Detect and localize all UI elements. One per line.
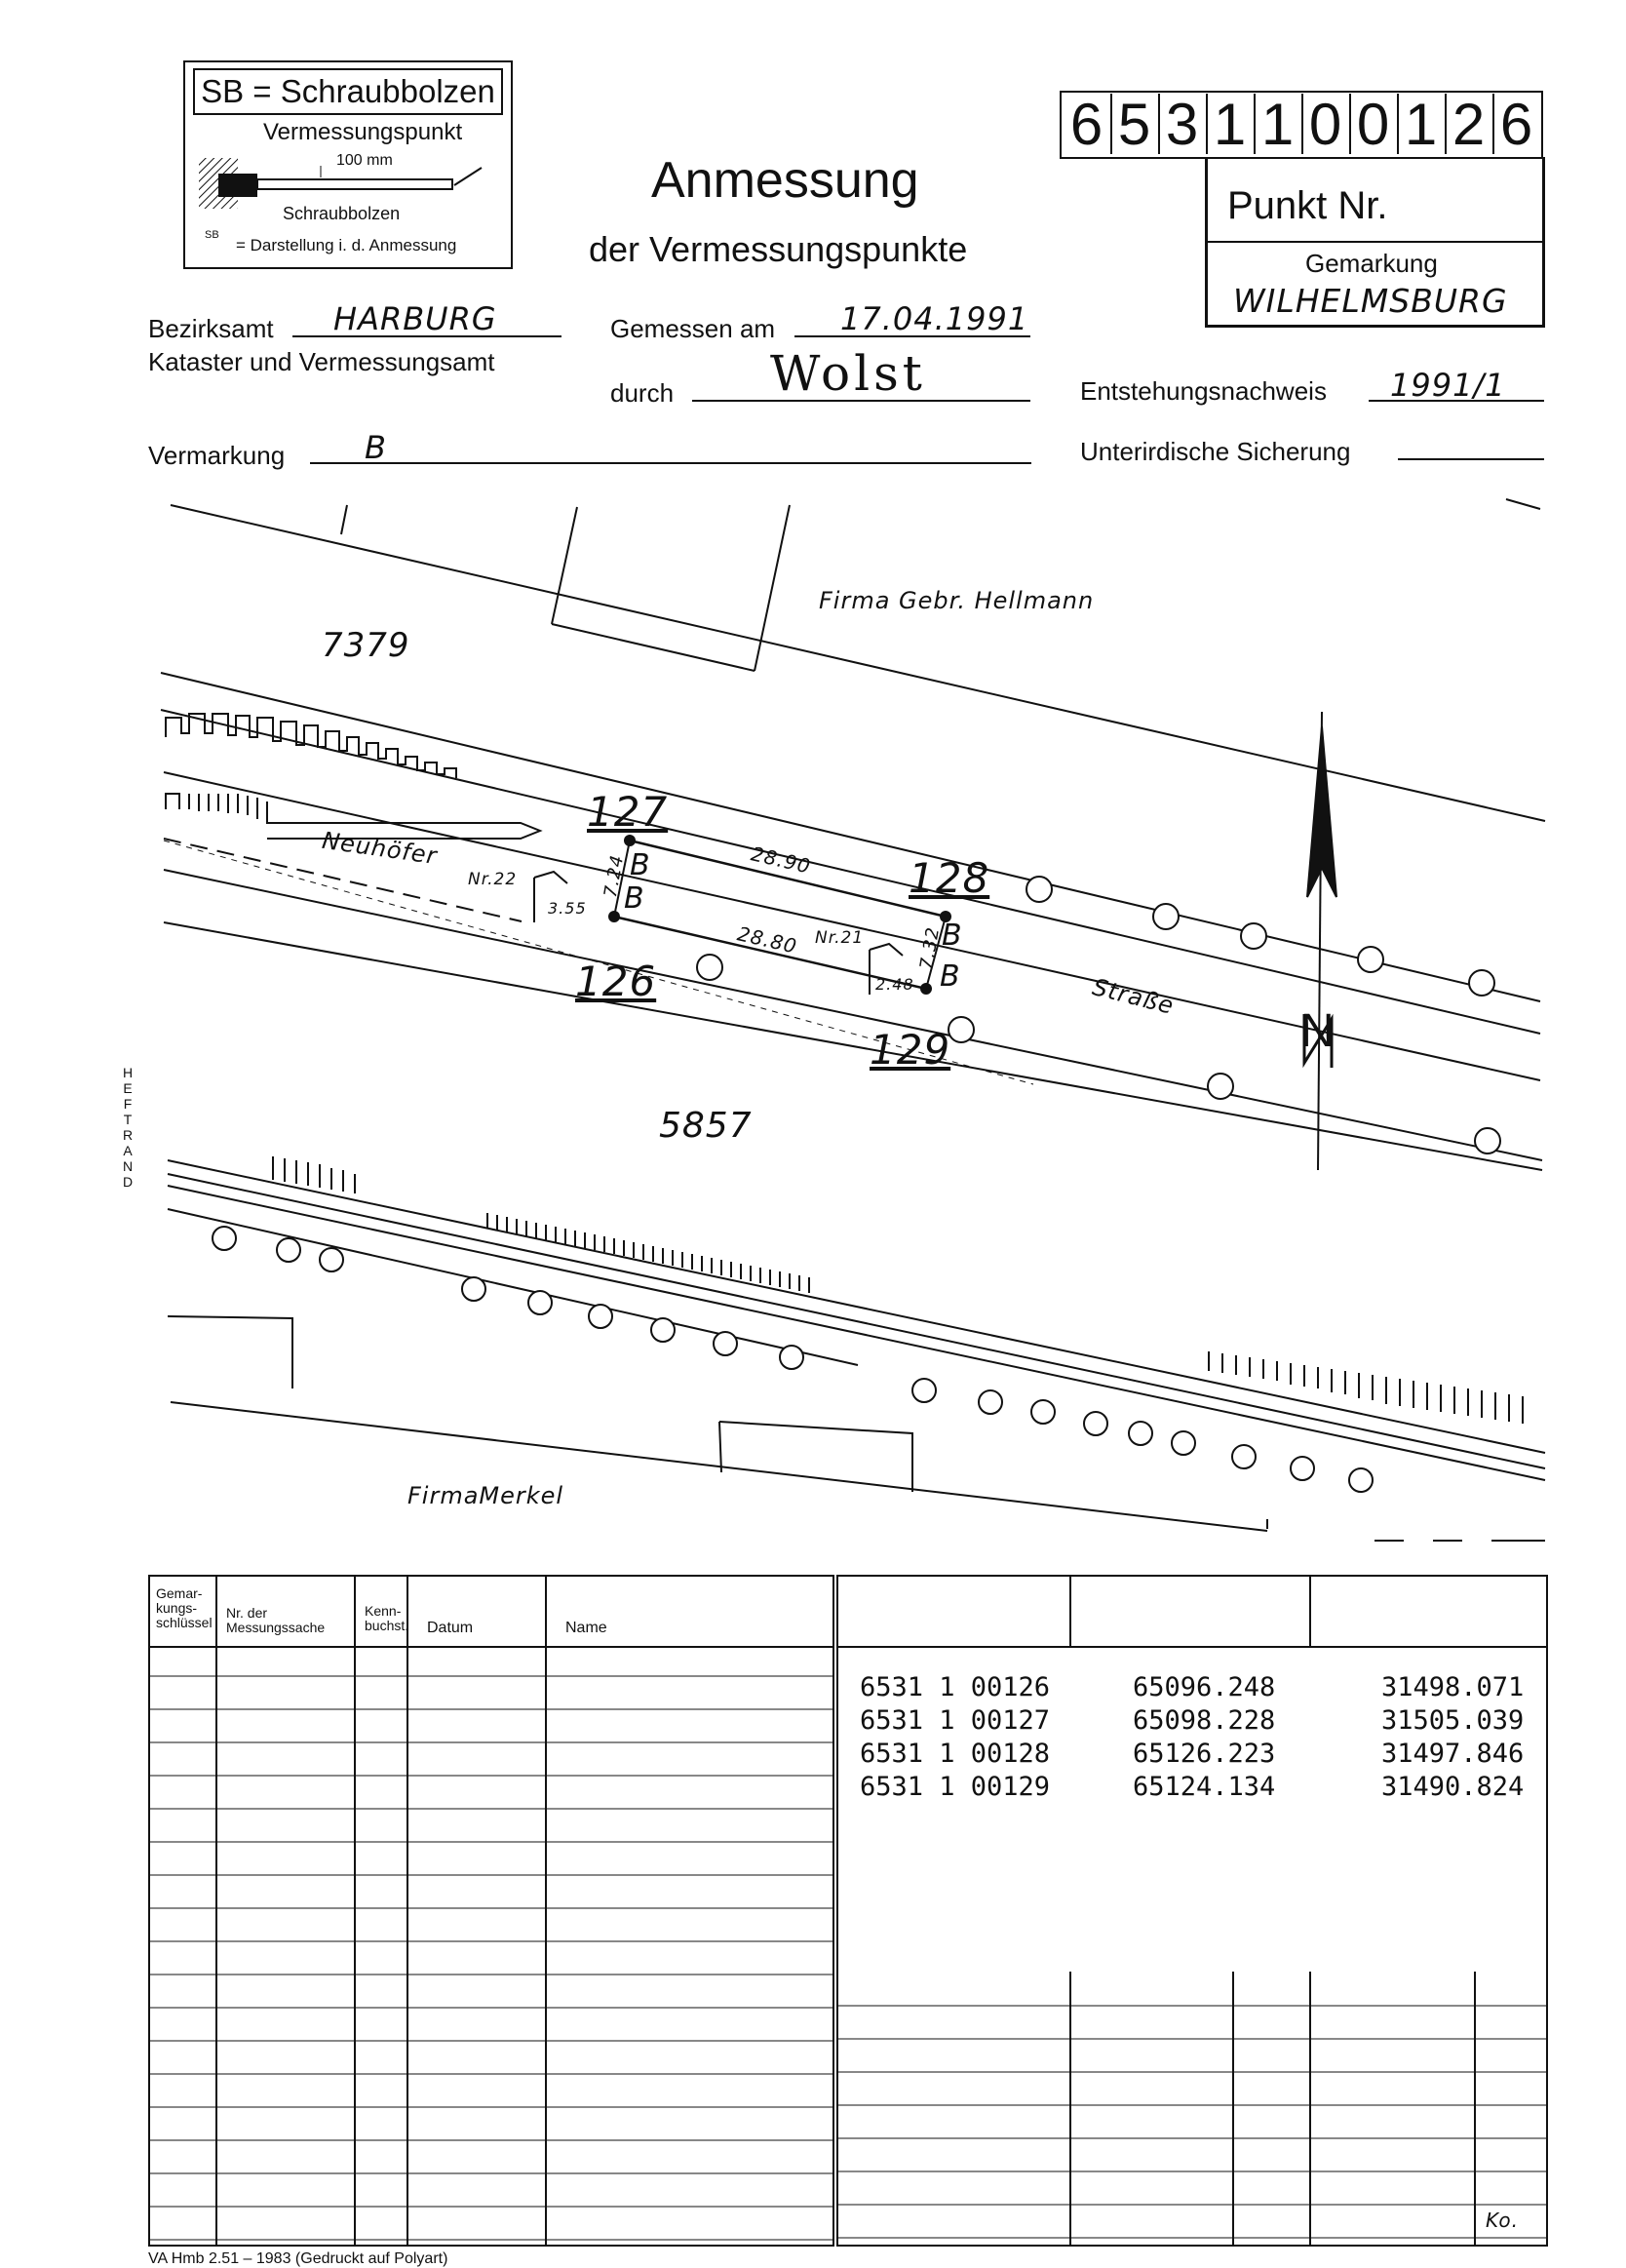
point-number-digit: 5 xyxy=(1110,94,1160,154)
gemarkung-value: WILHELMSBURG xyxy=(1233,282,1508,320)
point-129-label: 129 xyxy=(870,1026,951,1074)
coordinate-row xyxy=(860,1672,1523,1703)
coordinate-id: 6531 1 00126 xyxy=(860,1672,1051,1702)
legend-bolt-label: Schraubbolzen xyxy=(283,204,401,223)
durch-signature: Wolst xyxy=(770,345,926,402)
mark-b-126: B xyxy=(624,881,645,916)
mark-b-127: B xyxy=(630,848,651,882)
punkt-nr-label: Punkt Nr. xyxy=(1227,184,1388,227)
survey-map xyxy=(0,488,1626,1550)
coordinate-row xyxy=(860,1772,1523,1803)
point-127-label: 127 xyxy=(587,788,669,836)
firma-hellmann: Firma Gebr. Hellmann xyxy=(819,587,1095,614)
legend-darstellung: = Darstellung i. d. Anmessung xyxy=(236,236,457,254)
point-number-digit: 6 xyxy=(1063,94,1112,154)
point-126-marker xyxy=(608,911,620,922)
initials: Ko. xyxy=(1486,2209,1519,2232)
header-name: Name xyxy=(565,1620,607,1636)
gemessen-value: 17.04.1991 xyxy=(840,300,1029,337)
coordinate-x: 65126.223 xyxy=(1133,1739,1276,1769)
legend-sb-symbol: SB xyxy=(205,229,219,241)
entstehung-value: 1991/1 xyxy=(1390,367,1506,404)
coordinate-id: 6531 1 00129 xyxy=(860,1772,1051,1802)
coordinate-y: 31490.824 xyxy=(1381,1772,1525,1802)
coordinates-table xyxy=(836,1575,1548,2247)
point-number-digit: 2 xyxy=(1445,94,1494,154)
header-nr-messung: Nr. der Messungssache xyxy=(226,1605,326,1635)
page-title: Anmessung xyxy=(651,152,919,209)
header-kennbuchst: Kenn-buchst. xyxy=(365,1603,409,1633)
point-number-digit: 3 xyxy=(1158,94,1208,154)
coordinate-id: 6531 1 00128 xyxy=(860,1739,1051,1769)
heftrand-label: HEFTRAND xyxy=(122,1065,134,1190)
coordinate-x: 65096.248 xyxy=(1133,1672,1276,1702)
point-number-digit: 6 xyxy=(1499,92,1533,157)
coordinate-id: 6531 1 00127 xyxy=(860,1705,1051,1736)
header-datum: Datum xyxy=(427,1620,474,1636)
header-gemarkung: Gemar-kungs-schlüssel xyxy=(156,1585,213,1630)
mark-b-129: B xyxy=(940,959,961,994)
vermarkung-value: B xyxy=(365,429,387,466)
distance-top: 28.90 xyxy=(749,841,814,879)
coordinate-row xyxy=(860,1739,1523,1770)
parcel-5857: 5857 xyxy=(659,1106,753,1146)
legend-subtitle: Vermessungspunkt xyxy=(263,119,463,145)
gemessen-label: Gemessen am xyxy=(610,314,776,343)
point-number-digit: 0 xyxy=(1349,94,1399,154)
coordinate-row xyxy=(860,1705,1523,1737)
entstehung-label: Entstehungsnachweis xyxy=(1080,376,1327,406)
coordinate-y: 31497.846 xyxy=(1381,1739,1525,1769)
parcel-7379: 7379 xyxy=(322,626,410,665)
point-127-marker xyxy=(624,835,636,846)
footer: VA Hmb 2.51 – 1983 (Gedruckt auf Polyart) xyxy=(148,2250,448,2267)
coordinate-y: 31505.039 xyxy=(1381,1705,1525,1736)
firma-merkel: FirmaMerkel xyxy=(407,1482,564,1509)
page-subtitle: der Vermessungspunkte xyxy=(589,229,968,269)
offset-left: 3.55 xyxy=(548,899,587,918)
gemarkung-box xyxy=(1205,157,1545,328)
point-126-label: 126 xyxy=(575,958,657,1005)
distance-left: 7.24 xyxy=(600,852,629,900)
reference-nr22: Nr.22 xyxy=(468,870,518,889)
point-number-digit: 1 xyxy=(1206,94,1256,154)
unterirdisch-label: Unterirdische Sicherung xyxy=(1080,437,1351,466)
gemarkung-label: Gemarkung xyxy=(1305,249,1438,278)
legend-length: 100 mm xyxy=(336,152,393,169)
kataster-label: Kataster und Vermessungsamt xyxy=(148,347,495,376)
coordinate-x: 65124.134 xyxy=(1133,1772,1276,1802)
point-129-marker xyxy=(920,983,932,995)
offset-right: 2.48 xyxy=(875,975,914,994)
coordinate-y: 31498.071 xyxy=(1381,1672,1525,1702)
reference-nr21: Nr.21 xyxy=(815,928,865,948)
legend-title: SB = Schraubbolzen xyxy=(193,68,503,115)
durch-label: durch xyxy=(610,378,675,408)
point-128-label: 128 xyxy=(909,854,990,902)
legend-box xyxy=(183,60,513,269)
north-label: N xyxy=(1300,1005,1335,1057)
point-number-digit: 1 xyxy=(1397,94,1447,154)
mark-b-128: B xyxy=(942,919,963,953)
bezirksamt-label: Bezirksamt xyxy=(148,314,274,343)
street-strasse: Straße xyxy=(1089,973,1178,1020)
distance-bottom: 28.80 xyxy=(735,921,800,958)
point-number-digit: 0 xyxy=(1301,94,1351,154)
distance-right: 7.32 xyxy=(915,924,945,972)
bezirksamt-value: HARBURG xyxy=(333,300,497,337)
point-number-digit: 1 xyxy=(1254,94,1303,154)
coordinate-x: 65098.228 xyxy=(1133,1705,1276,1736)
street-neuhoefer: Neuhöfer xyxy=(320,826,440,871)
vermarkung-label: Vermarkung xyxy=(148,441,286,470)
measurement-table xyxy=(148,1575,834,2247)
